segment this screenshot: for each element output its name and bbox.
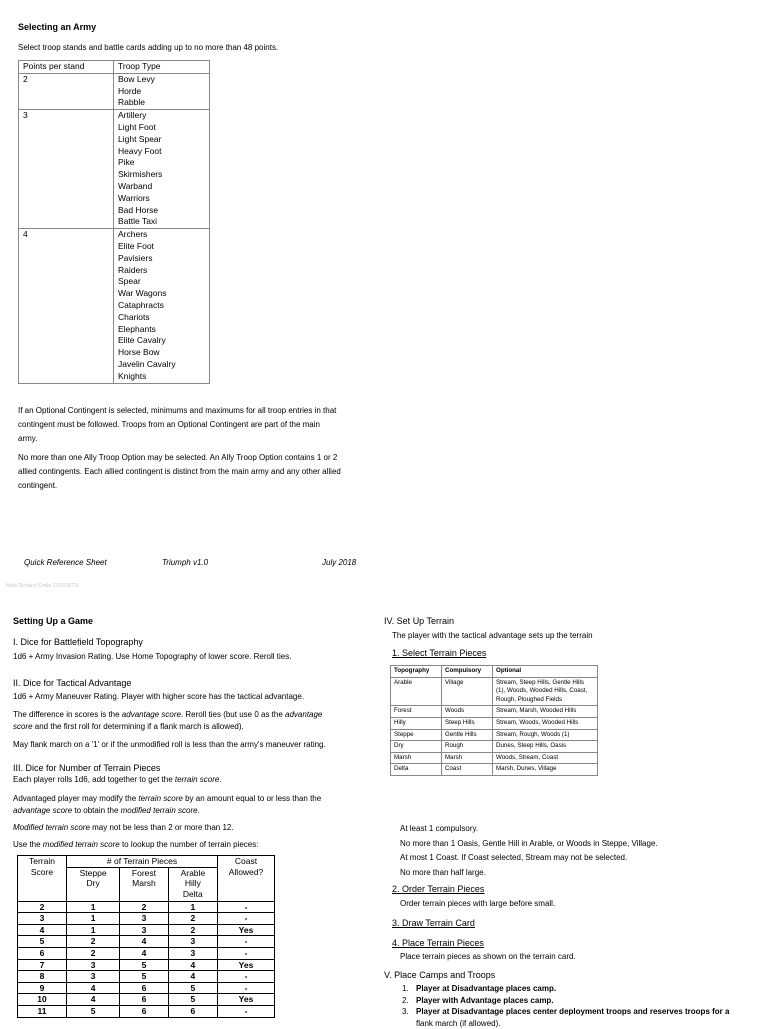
header-terrain-score (18, 856, 67, 902)
list-item (402, 983, 768, 995)
table-cell: 5 (18, 936, 67, 948)
header-label: Marsh (132, 878, 156, 889)
rule-line: No more than half large. (400, 867, 486, 877)
text-run: modified terrain score (120, 806, 198, 815)
topography-cell: Delta (391, 764, 442, 776)
heading-set-up-terrain: IV. Set Up Terrain (384, 616, 455, 626)
table-cell: - (218, 1005, 275, 1017)
text-run: Each player rolls 1d6, add together to get the (13, 775, 175, 784)
table-row (391, 741, 598, 753)
troop-type: Elephants (118, 323, 156, 334)
table-cell: 3 (120, 924, 168, 936)
terrain-score-table (17, 855, 275, 1018)
header-label: Forest (131, 867, 157, 878)
troop-points-table (18, 60, 210, 384)
table-row (18, 982, 275, 994)
place-terrain-text: Place terrain pieces as shown on the terrain card. (400, 952, 576, 961)
text-run: Use the (13, 840, 43, 849)
troop-table-body (19, 73, 210, 383)
list-number: 1. (402, 984, 409, 993)
tactical-advantage-text: 1d6 + Army Maneuver Rating. Player with higher score has the tactical advantage. (13, 692, 305, 701)
table-cell: - (218, 913, 275, 925)
table-cell: 6 (120, 982, 168, 994)
text-run: The difference in scores is the (13, 710, 122, 719)
ally-option-paragraph (18, 451, 388, 493)
table-cell: 4 (67, 982, 120, 994)
text-line: No more than one Ally Troop Option may be selected. An Ally Troop Option contains 1 or 2 (18, 453, 338, 462)
header-label: Allowed? (228, 866, 264, 877)
table-row (391, 729, 598, 741)
table-row (391, 752, 598, 764)
table-cell: 11 (18, 1005, 67, 1017)
lookup-instruction-text (13, 839, 258, 850)
text-run: advantage score (13, 806, 73, 815)
table-cell: 1 (168, 901, 217, 913)
table-cell: 4 (67, 994, 120, 1006)
table-row (391, 706, 598, 718)
header-optional: Optional (493, 666, 598, 678)
text-run: advantage score (121, 710, 181, 719)
table-row (391, 764, 598, 776)
rule-line: At most 1 Coast. If Coast selected, Stream may not be selected. (400, 853, 628, 862)
troop-type: Raiders (118, 264, 148, 275)
table-cell: 2 (168, 913, 217, 925)
table-cell: - (218, 901, 275, 913)
points-cell: 2 (19, 73, 114, 109)
header-troop-type: Troop Type (114, 61, 210, 74)
table-row (19, 73, 210, 109)
table-cell: Yes (218, 994, 275, 1006)
troop-type: Artillery (118, 110, 147, 121)
table-cell: 3 (67, 971, 120, 983)
section-title-setting-up: Setting Up a Game (13, 616, 94, 626)
table-cell: 4 (120, 936, 168, 948)
table-cell: 5 (120, 971, 168, 983)
troop-type: Light Spear (118, 133, 162, 144)
table-cell: Yes (218, 924, 275, 936)
table-row (391, 717, 598, 729)
table-cell: 8 (18, 971, 67, 983)
terrain-selection-table (390, 665, 598, 776)
header-label: Arable (180, 867, 206, 878)
troop-type: Knights (118, 370, 147, 381)
table-cell: 3 (168, 947, 217, 959)
header-label: Hilly (184, 878, 201, 889)
text-run: to obtain the (72, 806, 121, 815)
table-header-row (18, 856, 275, 868)
text-run: and the first roll for determining if a flank march is allowed). (32, 722, 244, 731)
topography-text: 1d6 + Army Invasion Rating. Use Home Topography of lower score. Reroll ties. (13, 652, 292, 661)
list-number: 3. (402, 1007, 409, 1016)
text-run: terrain score (138, 794, 183, 803)
table-header-row (391, 666, 598, 678)
footer-version: Triumph v1.0 (162, 558, 209, 567)
table-cell: - (218, 947, 275, 959)
table-cell: 6 (18, 947, 67, 959)
table-row (18, 913, 275, 925)
troop-type: Elite Cavalry (118, 335, 166, 346)
troop-type: Warriors (118, 192, 150, 203)
troop-type: Heavy Foot (118, 145, 162, 156)
troop-type: Chariots (118, 311, 150, 322)
text-run: advantage (285, 710, 323, 719)
text-run: by an amount equal to or less than the (182, 794, 322, 803)
header-steppe-dry (67, 867, 120, 901)
text-run: Advantaged player may modify the (13, 794, 139, 803)
table-row (18, 936, 275, 948)
header-compulsory: Compulsory (442, 666, 493, 678)
table-cell: 4 (168, 959, 217, 971)
topography-cell: Steppe (391, 729, 442, 741)
terrain-rules (400, 822, 658, 880)
table-cell: 5 (120, 959, 168, 971)
table-cell: 1 (67, 913, 120, 925)
compulsory-cell: Village (442, 677, 493, 706)
troop-type: Cataphracts (118, 299, 164, 310)
compulsory-cell: Woods (442, 706, 493, 718)
troop-type: Horde (118, 85, 142, 96)
table-cell: 1 (67, 901, 120, 913)
heading-tactical-advantage: II. Dice for Tactical Advantage (13, 678, 132, 688)
troop-type: Spear (118, 276, 141, 287)
optional-contingent-paragraph (18, 404, 388, 446)
text-run: terrain score (174, 775, 220, 784)
list-text: Player at Disadvantage places camp. (416, 984, 557, 993)
table-cell: 2 (168, 924, 217, 936)
table-cell: 6 (120, 994, 168, 1006)
footer-date: July 2018 (322, 558, 357, 567)
table-cell: 2 (67, 936, 120, 948)
troop-type: Skirmishers (118, 169, 163, 180)
troop-type: Pike (118, 157, 135, 168)
optional-cell: Stream, Rough, Woods (1) (493, 729, 598, 741)
optional-cell: Woods, Stream, Coast (493, 752, 598, 764)
header-topography: Topography (391, 666, 442, 678)
heading-terrain-pieces-count: III. Dice for Number of Terrain Pieces (13, 763, 161, 773)
table-cell: 5 (168, 994, 217, 1006)
text-run: modified terrain score (42, 840, 120, 849)
points-cell: 3 (19, 110, 114, 229)
list-item (402, 1006, 768, 1018)
header-label: Score (30, 866, 54, 877)
compulsory-cell: Marsh (442, 752, 493, 764)
table-cell: - (218, 982, 275, 994)
table-cell: 9 (18, 982, 67, 994)
text-line: army. (18, 434, 38, 443)
table-cell: Yes (218, 959, 275, 971)
table-cell: 3 (67, 959, 120, 971)
topography-cell: Marsh (391, 752, 442, 764)
compulsory-cell: Steep Hills (442, 717, 493, 729)
heading-topography: I. Dice for Battlefield Topography (13, 637, 143, 647)
header-terrain-pieces: # of Terrain Pieces (67, 856, 218, 868)
list-text: Player at Disadvantage places center deployment troops and reserves troops for a (416, 1007, 730, 1016)
optional-cell: Stream, Marsh, Wooded Hills (493, 706, 598, 718)
table-row (18, 971, 275, 983)
footer-left: Quick Reference Sheet (24, 558, 107, 567)
text-run: Modified terrain score (13, 823, 90, 832)
table-cell: 6 (168, 1005, 217, 1017)
rule-line: No more than 1 Oasis, Gentle Hill in Arable, or Woods in Steppe, Village. (400, 838, 658, 848)
flank-march-text: May flank march on a '1' or if the unmodified roll is less than the army's maneuver rating. (13, 740, 326, 749)
table-row (18, 901, 275, 913)
camps-troops-list (402, 983, 768, 1018)
troop-types-cell (114, 229, 210, 383)
compulsory-cell: Rough (442, 741, 493, 753)
table-row (391, 677, 598, 706)
troop-type: Horse Bow (118, 347, 160, 358)
list-number: 2. (402, 995, 409, 1005)
table-cell: - (218, 936, 275, 948)
troop-type: Archers (118, 229, 148, 240)
troop-types-cell (114, 73, 210, 109)
section-title-selecting-army: Selecting an Army (18, 22, 97, 32)
optional-cell: Dunes, Steep Hills, Oasis (493, 741, 598, 753)
table-row (19, 110, 210, 229)
table-cell: 2 (18, 901, 67, 913)
table-row (18, 994, 275, 1006)
header-coast-allowed (218, 856, 275, 902)
compulsory-cell: Coast (442, 764, 493, 776)
table-row (19, 229, 210, 383)
troop-type: Bad Horse (118, 204, 159, 215)
table-cell: 4 (18, 924, 67, 936)
header-points: Points per stand (19, 61, 114, 74)
topography-cell: Dry (391, 741, 442, 753)
topography-cell: Forest (391, 706, 442, 718)
text-line: If an Optional Contingent is selected, minimums and maximums for all troop entries in that (18, 406, 337, 415)
terrain-score-text (13, 774, 222, 785)
troop-type: Rabble (118, 97, 145, 108)
watermark: Niels Richard (Order 2XXX0573) (6, 583, 79, 589)
subheading-select-terrain: 1. Select Terrain Pieces (392, 648, 487, 658)
points-cell: 4 (19, 229, 114, 383)
table-row (18, 959, 275, 971)
text-run: . Reroll ties (but use 0 as the (180, 710, 286, 719)
order-terrain-text: Order terrain pieces with large before small. (400, 899, 556, 908)
troop-type: Bow Levy (118, 73, 155, 84)
list-item (402, 995, 768, 1007)
header-forest-marsh (120, 867, 168, 901)
modified-score-limit-text (13, 822, 234, 833)
text-run: score (13, 722, 33, 731)
topography-cell: Arable (391, 677, 442, 706)
troop-type: Javelin Cavalry (118, 358, 176, 369)
subheading-draw-terrain-card: 3. Draw Terrain Card (392, 918, 475, 928)
troop-type: Pavisiers (118, 252, 153, 263)
troop-type: Battle Taxi (118, 216, 158, 227)
compulsory-cell: Gentle Hills (442, 729, 493, 741)
troop-type: Light Foot (118, 121, 156, 132)
heading-place-camps: V. Place Camps and Troops (384, 970, 496, 980)
modify-terrain-paragraph (13, 793, 373, 817)
army-intro-text: Select troop stands and battle cards adding up to no more than 48 points. (18, 43, 279, 52)
text-line: allied contingents. Each allied contingent is distinct from the main army and any other allied (18, 467, 341, 476)
rule-line: At least 1 compulsory. (400, 824, 479, 833)
header-arable-hilly-delta (168, 867, 217, 901)
text-run: to lookup the number of terrain pieces: (119, 840, 259, 849)
text-run: . (219, 775, 222, 784)
table-row (18, 1005, 275, 1017)
subheading-place-terrain: 4. Place Terrain Pieces (392, 938, 484, 948)
subheading-order-terrain: 2. Order Terrain Pieces (392, 884, 485, 894)
troop-type: War Wagons (118, 288, 167, 299)
optional-cell: Stream, Steep Hills, Gentle Hills (1), Woods, Wooded Hills, Coast, Rough, Ploughed Fields (493, 677, 598, 706)
list-text: Player with Advantage places camp. (416, 995, 554, 1005)
table-cell: - (218, 971, 275, 983)
list-continuation: flank march (if allowed). (416, 1019, 501, 1028)
optional-cell: Marsh, Dunes, Village (493, 764, 598, 776)
table-cell: 2 (120, 901, 168, 913)
text-line: contingent must be followed. Troops from an Optional Contingent are part of the main (18, 420, 320, 429)
table-cell: 5 (168, 982, 217, 994)
table-cell: 3 (168, 936, 217, 948)
text-line: contingent. (18, 481, 58, 490)
table-cell: 4 (168, 971, 217, 983)
text-run: . (197, 806, 200, 815)
table-row (18, 924, 275, 936)
header-label: Dry (86, 878, 100, 889)
table-cell: 4 (120, 947, 168, 959)
table-cell: 6 (120, 1005, 168, 1017)
header-label: Coast (234, 856, 258, 866)
advantage-score-paragraph (13, 709, 373, 733)
table-cell: 3 (18, 913, 67, 925)
set-up-terrain-text: The player with the tactical advantage sets up the terrain (392, 631, 593, 640)
table-cell: 1 (67, 924, 120, 936)
table-cell: 7 (18, 959, 67, 971)
troop-type: Elite Foot (118, 240, 154, 251)
troop-type: Warband (118, 180, 153, 191)
header-label: Terrain (29, 856, 55, 866)
topography-cell: Hilly (391, 717, 442, 729)
troop-types-cell (114, 110, 210, 229)
table-header-row (19, 61, 210, 74)
header-label: Delta (182, 888, 203, 899)
table-cell: 3 (120, 913, 168, 925)
table-row (18, 947, 275, 959)
text-run: may not be less than 2 or more than 12. (89, 823, 234, 832)
terrain-table-body (391, 677, 598, 775)
optional-cell: Stream, Woods, Wooded Hills (493, 717, 598, 729)
score-table-body (18, 901, 275, 1017)
table-cell: 5 (67, 1005, 120, 1017)
table-cell: 10 (18, 994, 67, 1006)
header-label: Steppe (79, 867, 107, 878)
table-cell: 2 (67, 947, 120, 959)
